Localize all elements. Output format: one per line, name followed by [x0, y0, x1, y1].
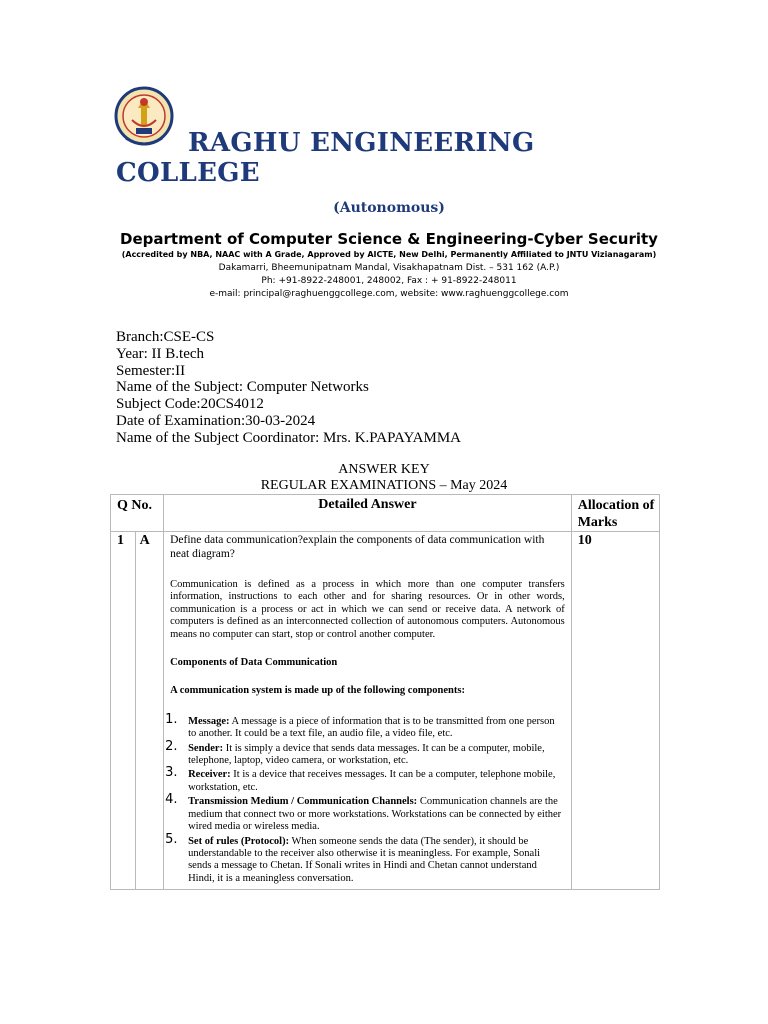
email-line: e-mail: principal@raghuenggcollege.com, website: www.raghuenggcollege.com — [209, 289, 569, 299]
list-item — [165, 765, 565, 794]
list-item — [165, 792, 565, 833]
component-term: Message: — [188, 715, 230, 727]
component-text: A message is a piece of information that is to be transmitted from one person to another. It could be a text file, an audio file, a video file, etc. — [188, 715, 555, 740]
answer-key-title: ANSWER KEY — [338, 462, 430, 477]
component-term: Transmission Medium / Communication Channels: — [188, 796, 418, 808]
college-name — [116, 128, 676, 188]
table-header-row — [111, 495, 660, 532]
list-item — [165, 831, 565, 886]
college-name-line2: COLLEGE — [116, 158, 260, 188]
list-number: 2. — [165, 738, 178, 754]
components-list — [165, 711, 565, 885]
table-row — [111, 532, 660, 890]
answer-paragraph: Communication is defined as a process in which more than one computer transfers information, instructions to each other and for sharing resources. Or in other words, communication is a process or act in which we can send or receive data. A network of computers is defined as an interconnected collection of autonomous computers. Autonomous means no computer can start, stop or control another computer. — [170, 579, 565, 640]
component-term: Receiver: — [188, 769, 231, 781]
component-text: It is simply a device that sends data messages. It can be a computer, mobile, telephone, laptop, video camera, or workstation, etc. — [188, 742, 545, 767]
header-qno: Q No. — [111, 495, 164, 532]
college-name-line1: RAGHU ENGINEERING — [188, 128, 535, 158]
exam-date-text: Date of Examination:30-03-2024 — [116, 412, 316, 429]
subject-code-text: Subject Code:20CS4012 — [116, 396, 264, 413]
components-heading: Components of Data Communication — [170, 657, 338, 669]
header-marks: Allocation of Marks — [571, 495, 659, 532]
components-intro: A communication system is made up of the following components: — [170, 685, 465, 697]
question-number: 1 — [111, 532, 136, 890]
list-number: 3. — [165, 765, 178, 781]
subject-text: Name of the Subject: Computer Networks — [116, 379, 369, 396]
header-answer: Detailed Answer — [164, 495, 572, 532]
list-number: 1. — [165, 711, 178, 727]
year-text: Year: II B.tech — [116, 345, 205, 362]
question-part: A — [135, 532, 164, 890]
address-line: Dakamarri, Bheemunipatnam Mandal, Visakhapatnam Dist. – 531 162 (A.P.) — [218, 263, 560, 273]
list-item — [165, 711, 565, 741]
answer-table — [110, 494, 660, 890]
semester-text: Semester:II — [116, 362, 186, 379]
detailed-answer-cell — [164, 532, 572, 890]
list-number: 4. — [165, 792, 178, 808]
component-term: Sender: — [188, 742, 224, 754]
autonomous-label: (Autonomous) — [333, 200, 445, 216]
component-term: Set of rules (Protocol): — [188, 835, 290, 847]
component-text: Communication channels are the medium that connect two or more workstations. Workstations can be connected by either wired media or wireless media. — [188, 796, 562, 833]
component-text: It is a device that receives messages. It can be a computer, telephone mobile, workstation, etc. — [188, 769, 556, 793]
exam-info — [116, 329, 676, 447]
department-title: Department of Computer Science & Engineering-Cyber Security — [120, 230, 658, 248]
list-number: 5. — [165, 831, 178, 847]
list-item — [165, 738, 565, 768]
question-text: Define data communication?explain the components of data communication with neat diagram? — [170, 534, 545, 560]
accreditation-line: (Accredited by NBA, NAAC with A Grade, Approved by AICTE, New Delhi, Permanently Affiliated to JNTU Vizianagaram) — [121, 250, 657, 259]
answer-key-subtitle: REGULAR EXAMINATIONS – May 2024 — [260, 478, 508, 493]
phone-line: Ph: +91-8922-248001, 248002, Fax : + 91-8922-248011 — [261, 276, 517, 286]
branch-text: Branch:CSE-CS — [116, 329, 215, 345]
component-text: When someone sends the data (The sender), it should be understandable to the receiver also otherwise it is meaningless. For example, Sonali sends a message to Chetan. If Sonali writes in Hindi and Chetan cannot understand Hindi, it is a meaningless conversation. — [188, 835, 541, 884]
marks-value: 10 — [571, 532, 659, 890]
coordinator-text: Name of the Subject Coordinator: Mrs. K.PAPAYAMMA — [116, 429, 462, 446]
